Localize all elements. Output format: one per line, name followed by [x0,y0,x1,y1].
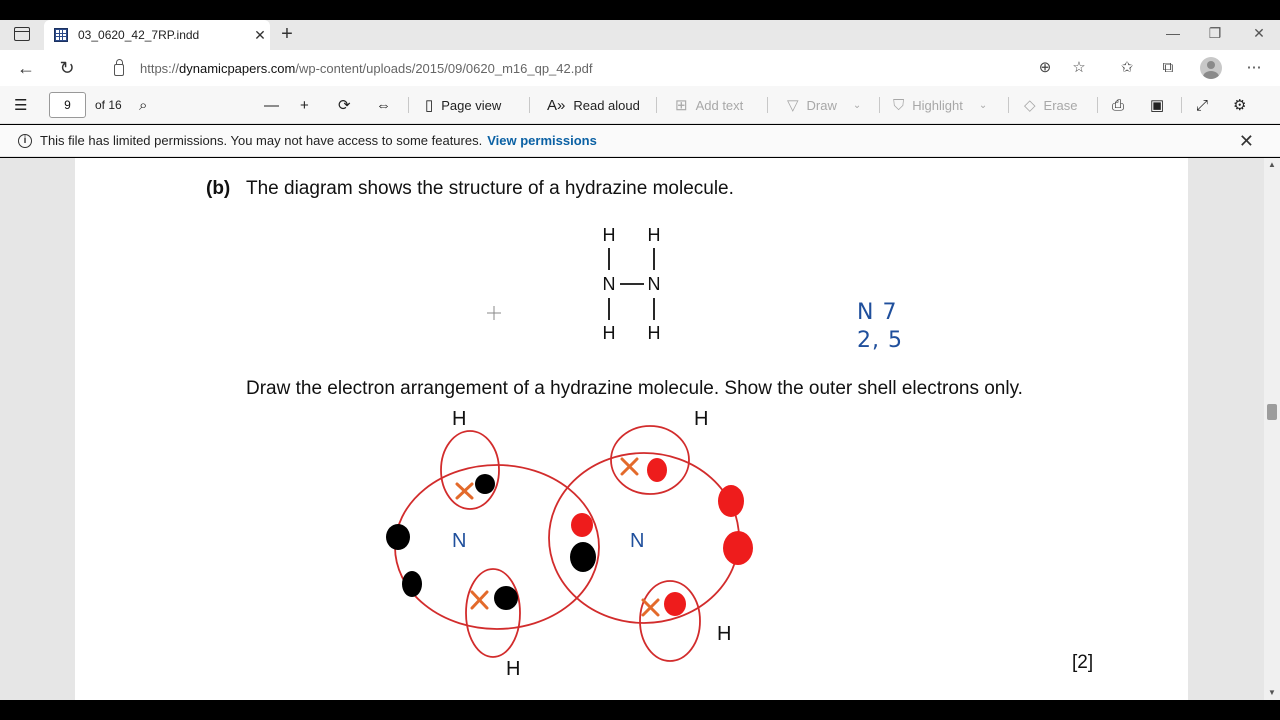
tab-title: 03_0620_42_7RP.indd [78,28,200,42]
pdf-page [75,158,1188,700]
toolbar-divider [1181,97,1182,113]
profile-avatar[interactable] [1200,57,1222,79]
print-icon[interactable]: ⎙ [1112,96,1125,114]
structure-atom-h: H [647,323,661,343]
scroll-up-arrow-icon[interactable]: ▲ [1268,160,1276,169]
pdf-toolbar [0,86,1280,124]
add-text-icon: ⊞ [675,97,688,114]
electron-dot-red [571,513,593,537]
structure-atom-n: N [647,274,661,294]
electron-dot-black [386,524,410,550]
zoom-out-icon[interactable]: — [264,96,279,114]
minimize-button[interactable]: — [1166,25,1180,41]
diagram-label-h: H [452,408,467,430]
address-bar-row [0,50,1280,86]
read-aloud-icon: A» [547,96,566,114]
marks-label: [2] [1072,652,1094,673]
fullscreen-icon[interactable]: ⤢ [1196,96,1209,114]
contents-list-icon[interactable]: ☰ [14,97,28,114]
search-icon[interactable]: ⌕ [139,96,148,114]
question-label: (b) [206,178,231,199]
chevron-down-icon: ⌄ [978,99,988,111]
refresh-icon[interactable]: ↻ [59,58,75,78]
electron-dot-red [664,592,686,616]
eraser-icon: ◇ [1024,97,1036,114]
electron-dot-red [647,458,667,482]
hydrogen-shell [640,581,700,661]
diagram-label-h: H [694,408,709,430]
scrollbar-thumb[interactable] [1267,404,1277,420]
erase-button[interactable]: ◇ Erase [1024,97,1078,114]
info-icon: i [18,134,32,148]
diagram-label-h: H [506,658,521,680]
electron-dot-black [570,542,596,572]
close-window-button[interactable]: ✕ [1253,25,1265,41]
hydrogen-shell [466,569,520,657]
electron-dot-red [723,531,753,565]
tab-close-icon[interactable]: ✕ [254,26,266,43]
view-permissions-link[interactable]: View permissions [487,133,597,148]
pdf-file-icon [54,28,68,42]
toolbar-divider [1008,97,1009,113]
annotation-line-2: 2, 5 [857,328,903,353]
back-arrow-icon[interactable]: ← [17,58,35,78]
top-letterbox [0,0,1280,20]
restore-button[interactable]: ❐ [1208,25,1222,41]
toolbar-divider [1097,97,1098,113]
document-viewer[interactable] [0,158,1280,700]
url-field[interactable] [100,54,1100,82]
electron-dot-black [475,474,495,494]
diagram-label-n: N [452,530,467,552]
electron-dot-red [718,485,744,517]
toolbar-divider [767,97,768,113]
page-view-icon: ▯ [425,97,434,114]
structure-atom-n: N [602,274,616,294]
tab-actions-icon[interactable] [14,27,30,41]
vertical-scrollbar[interactable] [1264,158,1280,700]
new-tab-button[interactable]: + [281,23,293,45]
electron-dot-black [494,586,518,610]
favorites-icon[interactable]: ✩ [1120,59,1134,76]
fit-page-icon[interactable]: ⇔ [376,96,391,114]
scroll-down-arrow-icon[interactable]: ▼ [1268,688,1276,697]
page-view-button[interactable]: ▯ Page view [425,97,502,114]
add-text-button[interactable]: ⊞ Add text [675,97,744,114]
close-icon[interactable]: ✕ [1238,131,1254,151]
highlight-icon: ⛉ [893,96,905,114]
toolbar-divider [656,97,657,113]
structure-atom-h: H [602,323,616,343]
diagram-label-h: H [717,623,732,645]
tab-active[interactable] [44,20,270,50]
permissions-info-bar [0,125,1280,157]
more-menu-icon[interactable]: ⋯ [1246,59,1262,76]
page-count: of 16 [95,98,122,112]
draw-button[interactable]: ▽ Draw ⌄ [787,97,862,114]
lock-icon [114,64,124,76]
zoom-icon[interactable]: ⊕ [1038,59,1052,76]
annotation-line-1: N 7 [857,300,898,325]
structure-atom-h: H [602,225,616,245]
electron-dot-black [402,571,422,597]
toolbar-divider [408,97,409,113]
add-favorite-icon[interactable]: ☆ [1072,59,1086,76]
toolbar-divider [529,97,530,113]
bottom-letterbox [0,700,1280,720]
permissions-message: This file has limited permissions. You may not have access to some features. [40,133,483,148]
draw-icon: ▽ [787,97,799,114]
save-icon[interactable]: ▣ [1150,97,1165,114]
read-aloud-button[interactable]: A» Read aloud [547,96,640,114]
question-text: The diagram shows the structure of a hydrazine molecule. [246,178,734,199]
url-text: https://dynamicpapers.com/wp-content/uploads/2015/09/0620_m16_qp_42.pdf [140,60,593,76]
page-number-input[interactable]: 9 [49,92,86,118]
diagram-label-n: N [630,530,645,552]
structure-atom-h: H [647,225,661,245]
chevron-down-icon: ⌄ [852,99,862,111]
tab-strip [0,20,1280,50]
question-instruction: Draw the electron arrangement of a hydrazine molecule. Show the outer shell electrons only. [246,378,1023,399]
collections-icon[interactable]: ⧉ [1162,59,1174,76]
zoom-in-icon[interactable]: + [300,96,309,114]
toolbar-divider [879,97,880,113]
highlight-button[interactable]: ⛉ Highlight ⌄ [893,96,988,114]
rotate-icon[interactable]: ⟳ [338,97,351,114]
settings-gear-icon[interactable]: ⚙ [1233,97,1247,114]
electron-diagram [75,158,1188,700]
